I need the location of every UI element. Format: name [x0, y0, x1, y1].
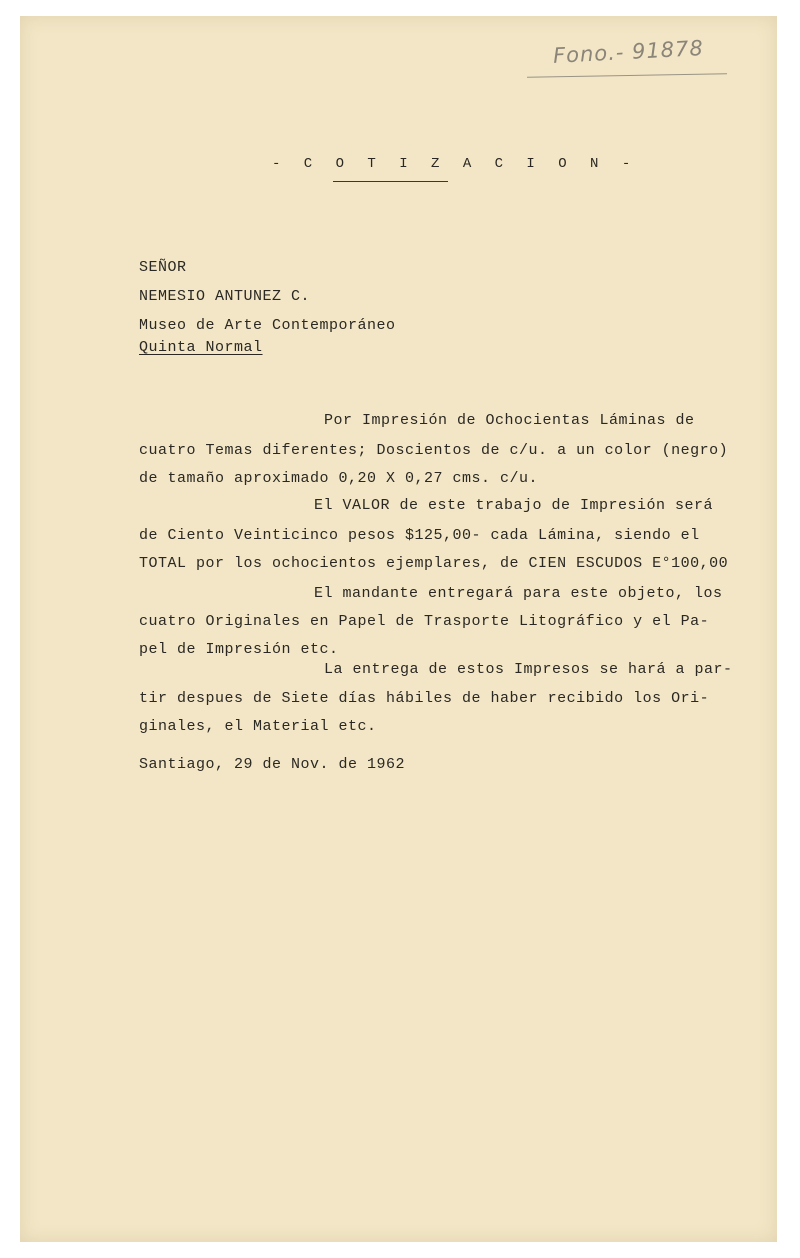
title-underline — [333, 181, 448, 182]
recipient-salutation: SEÑOR — [139, 259, 187, 276]
body-line: TOTAL por los ochocientos ejemplares, de CIEN ESCUDOS E°100,00 — [139, 555, 729, 572]
body-line: El VALOR de este trabajo de Impresión será — [314, 497, 714, 514]
recipient-name: NEMESIO ANTUNEZ C. — [139, 288, 311, 305]
recipient-location: Quinta Normal — [139, 339, 263, 356]
date-line: Santiago, 29 de Nov. de 1962 — [139, 756, 406, 773]
body-line: de Ciento Veinticinco pesos $125,00- cada Lámina, siendo el — [139, 527, 700, 544]
body-line: La entrega de estos Impresos se hará a par- — [324, 661, 733, 678]
body-line: de tamaño aproximado 0,20 X 0,27 cms. c/u. — [139, 470, 539, 487]
body-line: cuatro Originales en Papel de Trasporte Litográfico y el Pa- — [139, 613, 710, 630]
document-title: - C O T I Z A C I O N - — [272, 156, 638, 172]
body-line: El mandante entregará para este objeto, los — [314, 585, 723, 602]
recipient-organization: Museo de Arte Contemporáneo — [139, 317, 396, 334]
body-line: tir despues de Siete días hábiles de haber recibido los Ori- — [139, 690, 710, 707]
body-line: cuatro Temas diferentes; Doscientos de c/u. a un color (negro) — [139, 442, 729, 459]
body-line: Por Impresión de Ochocientas Láminas de — [324, 412, 695, 429]
body-line: pel de Impresión etc. — [139, 641, 339, 658]
handwritten-reference-number: Fono.- 91878 — [552, 36, 705, 68]
body-line: ginales, el Material etc. — [139, 718, 377, 735]
